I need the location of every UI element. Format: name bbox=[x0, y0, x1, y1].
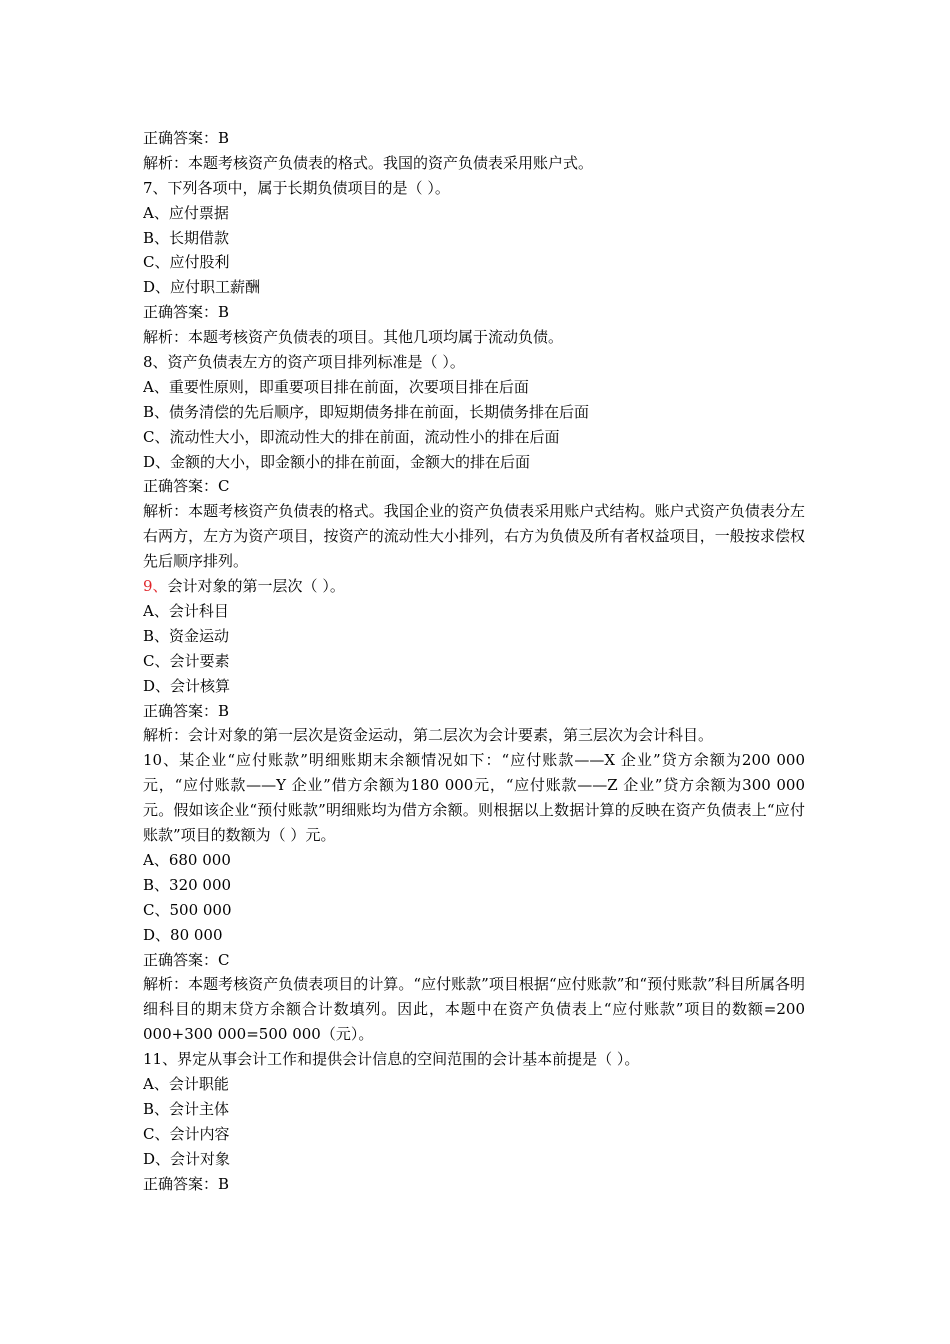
question-line: 11、界定从事会计工作和提供会计信息的空间范围的会计基本前提是（ ）。 bbox=[143, 1050, 640, 1069]
option-line: D、金额的大小，即金额小的排在前面，金额大的排在后面 bbox=[143, 452, 531, 471]
option-line: C、500 000 bbox=[143, 900, 232, 919]
question-text-9: 会计对象的第一层次（ ）。 bbox=[167, 577, 345, 596]
question-9 bbox=[143, 574, 805, 599]
option-line: B、长期借款 bbox=[143, 228, 230, 247]
question-number-9: 9、 bbox=[143, 577, 168, 596]
question-block-10 bbox=[143, 848, 805, 972]
analysis-line: 解析：本题考核资产负债表的格式。我国的资产负债表采用账户式。 bbox=[143, 153, 594, 172]
question-block-9 bbox=[143, 599, 805, 748]
analysis-paragraph-10: 解析：本题考核资产负债表项目的计算。“应付账款”项目根据“应付账款”和“预付账款”科目所属各明细科目的期末贷方余额合计数填列。因此，本题中在资产负债表上“应付账款”项目的数额=200 000+300 000=500 000（元）。 bbox=[143, 975, 805, 1044]
document-page bbox=[143, 126, 805, 1196]
question-block-6-8 bbox=[143, 126, 805, 499]
option-line: B、会计主体 bbox=[143, 1099, 230, 1118]
option-line: C、会计内容 bbox=[143, 1124, 230, 1143]
analysis-line: 解析：会计对象的第一层次是资金运动，第二层次为会计要素，第三层次为会计科目。 bbox=[143, 726, 714, 745]
option-line: D、会计对象 bbox=[143, 1149, 231, 1168]
option-line: C、会计要素 bbox=[143, 651, 230, 670]
option-line: A、会计科目 bbox=[143, 601, 229, 620]
option-line: A、680 000 bbox=[143, 850, 231, 869]
analysis-line: 解析：本题考核资产负债表的项目。其他几项均属于流动负债。 bbox=[143, 328, 564, 347]
question-block-11 bbox=[143, 1047, 805, 1196]
option-line: A、应付票据 bbox=[143, 203, 229, 222]
option-line: D、应付职工薪酬 bbox=[143, 278, 261, 297]
option-line: D、会计核算 bbox=[143, 676, 231, 695]
option-line: A、重要性原则，即重要项目排在前面，次要项目排在后面 bbox=[143, 377, 529, 396]
answer-line: 正确答案：B bbox=[143, 303, 230, 322]
option-line: D、80 000 bbox=[143, 925, 223, 944]
answer-line: 正确答案：B bbox=[143, 1174, 230, 1193]
option-line: B、320 000 bbox=[143, 875, 232, 894]
answer-line: 正确答案：C bbox=[143, 950, 230, 969]
question-line: 8、资产负债表左方的资产项目排列标准是（ ）。 bbox=[143, 353, 465, 372]
option-line: B、资金运动 bbox=[143, 626, 230, 645]
answer-line: 正确答案：B bbox=[143, 129, 230, 147]
answer-line: 正确答案：B bbox=[143, 701, 230, 720]
analysis-paragraph-8: 解析：本题考核资产负债表的格式。我国企业的资产负债表采用账户式结构。账户式资产负债表分左右两方，左方为资产项目，按资产的流动性大小排列，右方为负债及所有者权益项目，一般按求偿权先后顺序排列。 bbox=[143, 502, 805, 571]
answer-line: 正确答案：C bbox=[143, 477, 230, 496]
option-line: C、流动性大小，即流动性大的排在前面，流动性小的排在后面 bbox=[143, 427, 560, 446]
question-10: 10、某企业“应付账款”明细账期末余额情况如下：“应付账款——X 企业”贷方余额为200 000元，“应付账款——Y 企业”借方余额为180 000元，“应付账款——Z 企业”贷方余额为300 000元。假如该企业“预付账款”明细账均为借方余额。则根据以上数据计算的反映在资产负债表上“应付账款”项目的数额为（ ）元。 bbox=[143, 751, 805, 845]
option-line: A、会计职能 bbox=[143, 1075, 229, 1093]
question-line: 7、下列各项中，属于长期负债项目的是（ ）。 bbox=[143, 178, 450, 197]
option-line: B、债务清偿的先后顺序，即短期债务排在前面，长期债务排在后面 bbox=[143, 402, 590, 421]
option-line: C、应付股利 bbox=[143, 253, 230, 272]
